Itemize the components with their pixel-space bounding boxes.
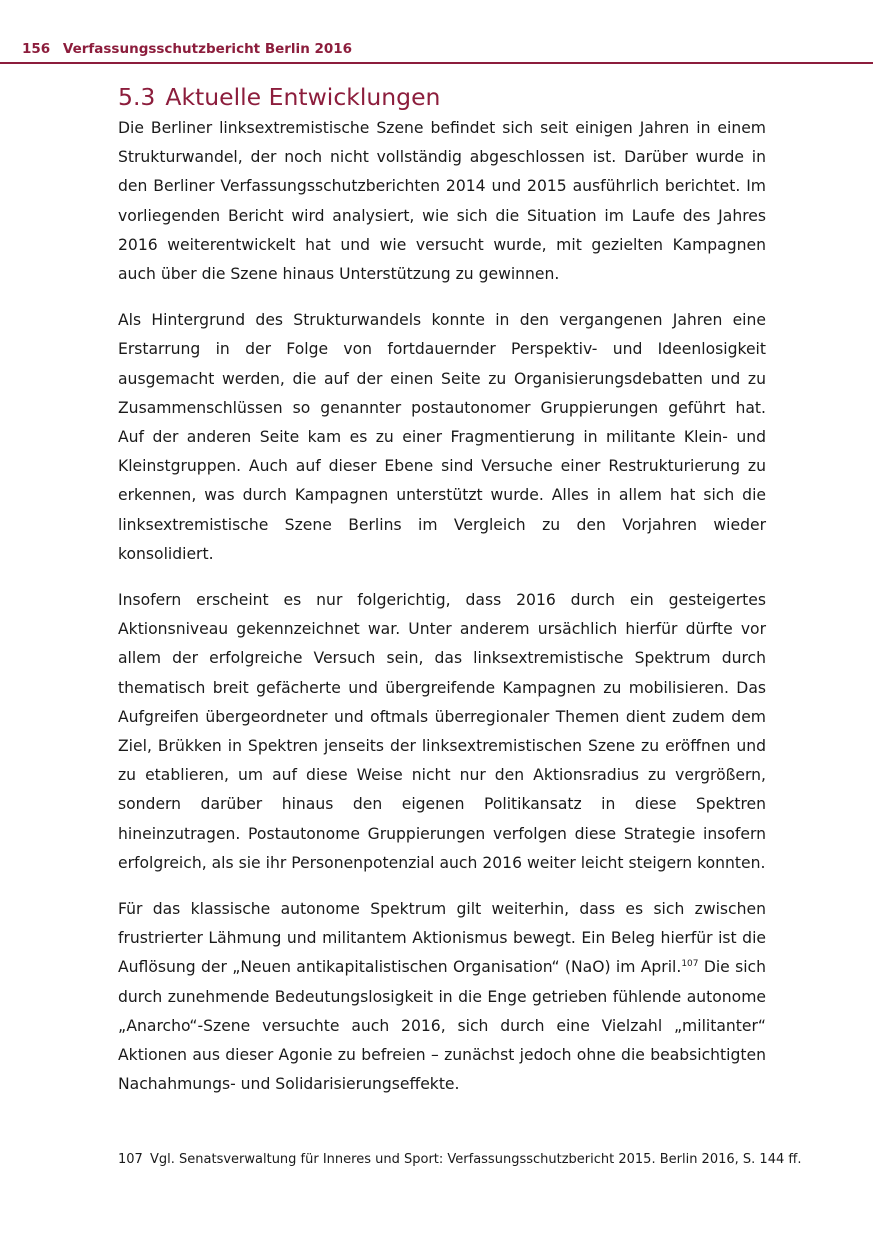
footnote-number: 107	[118, 1152, 143, 1167]
page-number: 156	[22, 41, 51, 57]
paragraph-4-text-after: Die sich durch zunehmende Bedeutungslosigkeit in die Enge getrieben fühlende autonome „Anarcho“-Szene versuchte auch 2016, sich durch eine Vielzahl „militanter“ Aktionen aus dieser Agonie zu befreien – zunächst jedoch ohne die beabsichtigten Nachahmungs- und Solidarisierungseffekte.	[118, 958, 767, 1094]
paragraph-3: Insofern erscheint es nur folgerichtig, dass 2016 durch ein gesteigertes Aktionsniveau gekennzeichnet war. Unter anderem ursächlich hierfür dürfte vor allem der erfolgreiche Versuch sein, das linksextremistische Spektrum durch thematisch breit gefächerte und übergreifende Kampagnen zu mobilisieren. Das Aufgreifen übergeordneter und oftmals überregionaler Themen dient zudem dem Ziel, Brükken in Spektren jenseits der linksextremistischen Szene zu eröffnen und zu etablieren, um auf diese Weise nicht nur den Aktionsradius zu vergrößern, sondern darüber hinaus den eigenen Politikansatz in diese Spektren hineinzutragen. Postautonome Gruppierungen verfolgen diese Strategie insofern erfolgreich, als sie ihr Personenpotenzial auch 2016 weiter leicht steigern konnten.	[118, 591, 766, 872]
footnote-reference[interactable]: 107	[681, 959, 699, 970]
section-heading	[118, 80, 766, 114]
paragraph-2: Als Hintergrund des Strukturwandels konnte in den vergangenen Jahren eine Erstarrung in der Folge von fortdauernder Perspektiv- und Ideenlosigkeit ausgemacht werden, die auf der einen Seite zu Organisierungsdebatten und zu Zusammenschlüssen so genannter postautonomer Gruppierungen geführt hat. Auf der anderen Seite kam es zu einer Fragmentierung in militante Klein- und Kleinstgruppen. Auch auf dieser Ebene sind Versuche einer Restrukturierung zu erkennen, was durch Kampagnen unterstützt wurde. Alles in allem hat sich die linksextremistische Szene Berlins im Vergleich zu den Vorjahren wieder konsolidiert.	[118, 311, 766, 563]
paragraph-4	[118, 895, 766, 1099]
main-content	[118, 80, 766, 1117]
section-number: 5.3	[118, 83, 156, 111]
section-title: Aktuelle Entwicklungen	[165, 83, 441, 111]
footnote	[118, 1150, 818, 1170]
running-header-title: Verfassungsschutzbericht Berlin 2016	[62, 41, 353, 57]
header-rule	[0, 62, 873, 64]
paragraph-4-text-before: Für das klassische autonome Spektrum gilt weiterhin, dass es sich zwischen frustrierter Lähmung und militantem Aktionismus bewegt. Ein Beleg hierfür ist die Auflösung der „Neuen antikapitalistischen Organisation“ (NaO) im April.	[118, 900, 766, 977]
paragraph-1: Die Berliner linksextremistische Szene befindet sich seit einigen Jahren in einem Strukturwandel, der noch nicht vollständig abgeschlossen ist. Darüber wurde in den Berliner Verfassungsschutzberichten 2014 und 2015 ausführlich berichtet. Im vorliegenden Bericht wird analysiert, wie sich die Situation im Laufe des Jahres 2016 weiterentwickelt hat und wie versucht wurde, mit gezielten Kampagnen auch über die Szene hinaus Unterstützung zu gewinnen.	[118, 119, 766, 284]
running-header	[22, 38, 352, 62]
footnote-text: Vgl. Senatsverwaltung für Inneres und Sport: Verfassungsschutzbericht 2015. Berlin 2016, S. 144 ff.	[150, 1152, 802, 1167]
